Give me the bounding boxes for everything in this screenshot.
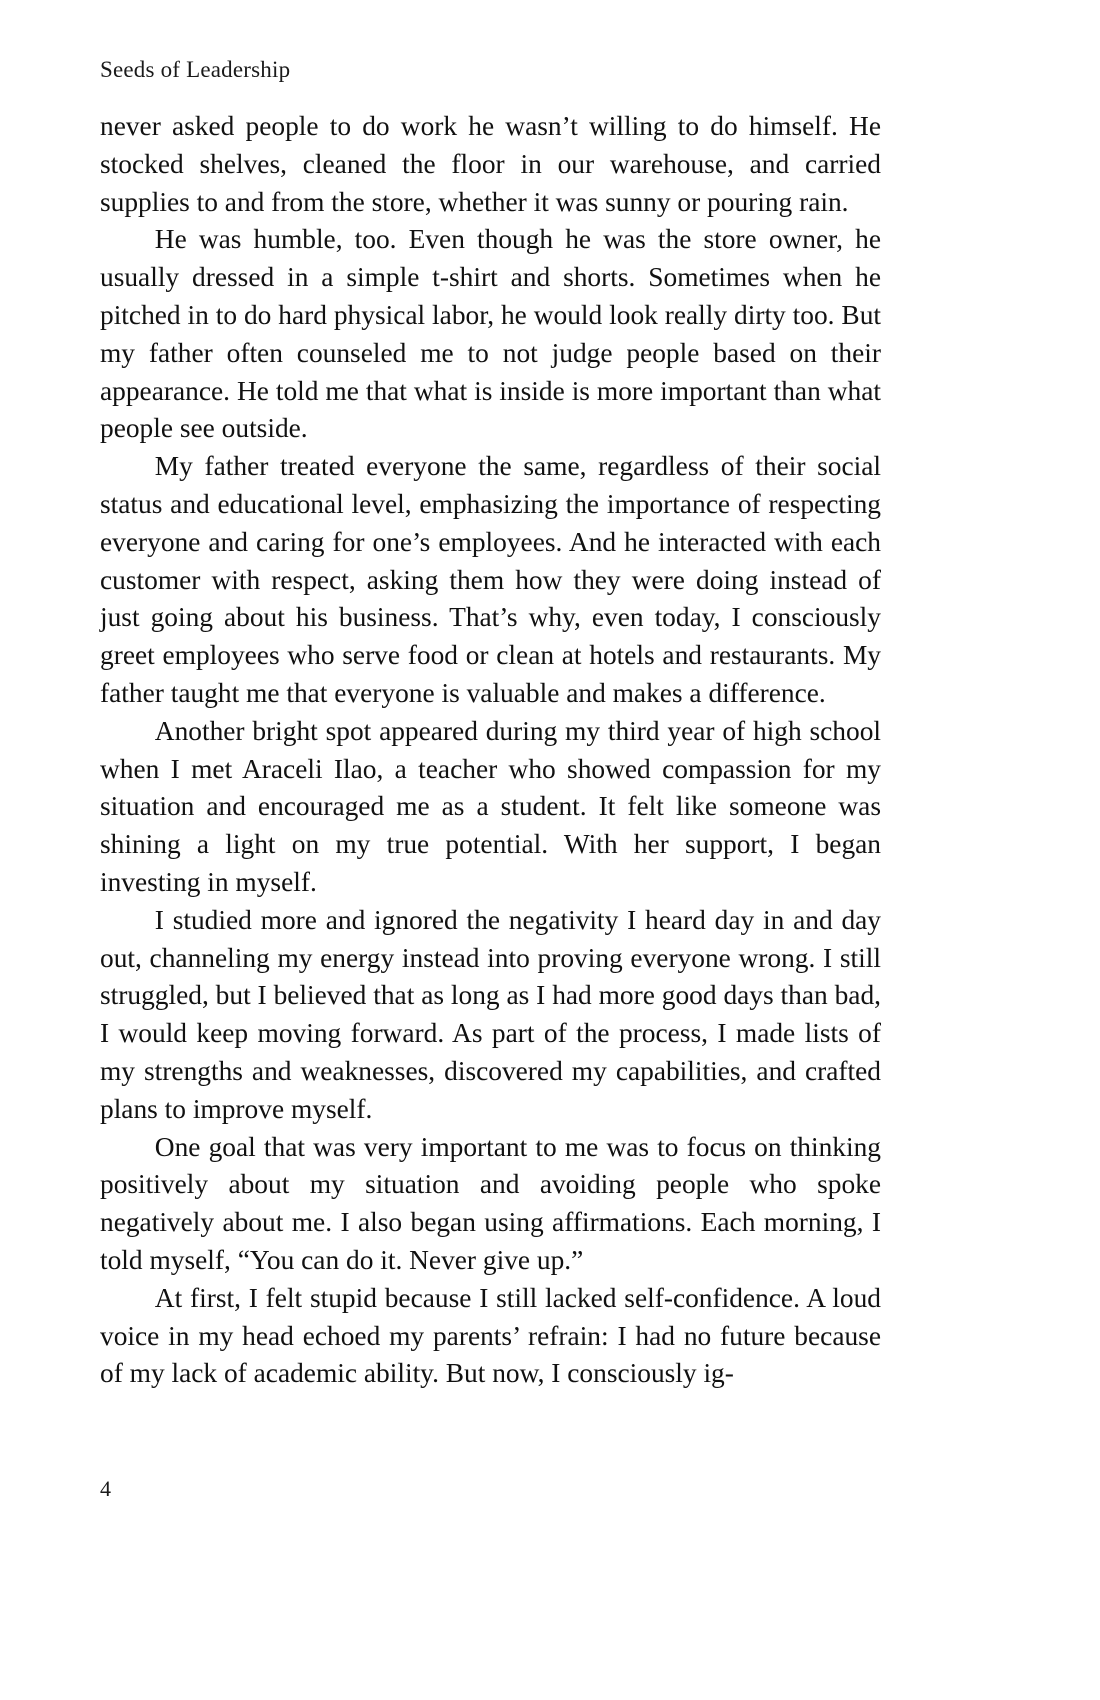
running-head: Seeds of Leadership <box>100 57 291 82</box>
paragraph: At first, I felt stupid because I still lacked self-confidence. A loud voice in my head echoed my parents’ refrain: I had no future because of my lack of academic ability. But now, I consciously ig- <box>100 1282 881 1389</box>
paragraph: Another bright spot appeared during my third year of high school when I met Araceli Ilao, a teacher who showed compassion for my situation and encouraged me as a student. It felt like someone was shining a light on my true potential. With her support, I began investing in myself. <box>100 715 881 897</box>
paragraph: I studied more and ignored the negativity I heard day in and day out, channeling my energy instead into proving everyone wrong. I still struggled, but I believed that as long as I had more good days than bad, I would keep moving forward. As part of the process, I made lists of my strengths and weaknesses, discovered my capabilities, and crafted plans to improve myself. <box>100 904 881 1124</box>
paragraph: One goal that was very important to me was to focus on thinking positively about my situation and avoiding people who spoke negatively about me. I also began using affirmations. Each morning, I told myself, “You can do it. Never give up.” <box>100 1131 881 1275</box>
page-number: 4 <box>100 1476 111 1501</box>
body-text <box>100 108 881 1393</box>
paragraph: never asked people to do work he wasn’t willing to do himself. He stocked shelves, cleaned the floor in our warehouse, and carried supplies to and from the store, whether it was sunny or pouring rain. <box>100 111 881 217</box>
paragraph: He was humble, too. Even though he was the store owner, he usually dressed in a simple t-shirt and shorts. Sometimes when he pitched in to do hard physical labor, he would look really dirty too. But my father often counseled me to not judge people based on their appearance. He told me that what is inside is more important than what people see outside. <box>100 224 881 444</box>
paragraph: My father treated everyone the same, regardless of their social status and educational level, emphasizing the importance of respecting everyone and caring for one’s employees. And he interacted with each customer with respect, asking them how they were doing instead of just going about his business. That’s why, even today, I consciously greet employees who serve food or clean at hotels and restaurants. My father taught me that everyone is valuable and makes a difference. <box>100 451 881 708</box>
